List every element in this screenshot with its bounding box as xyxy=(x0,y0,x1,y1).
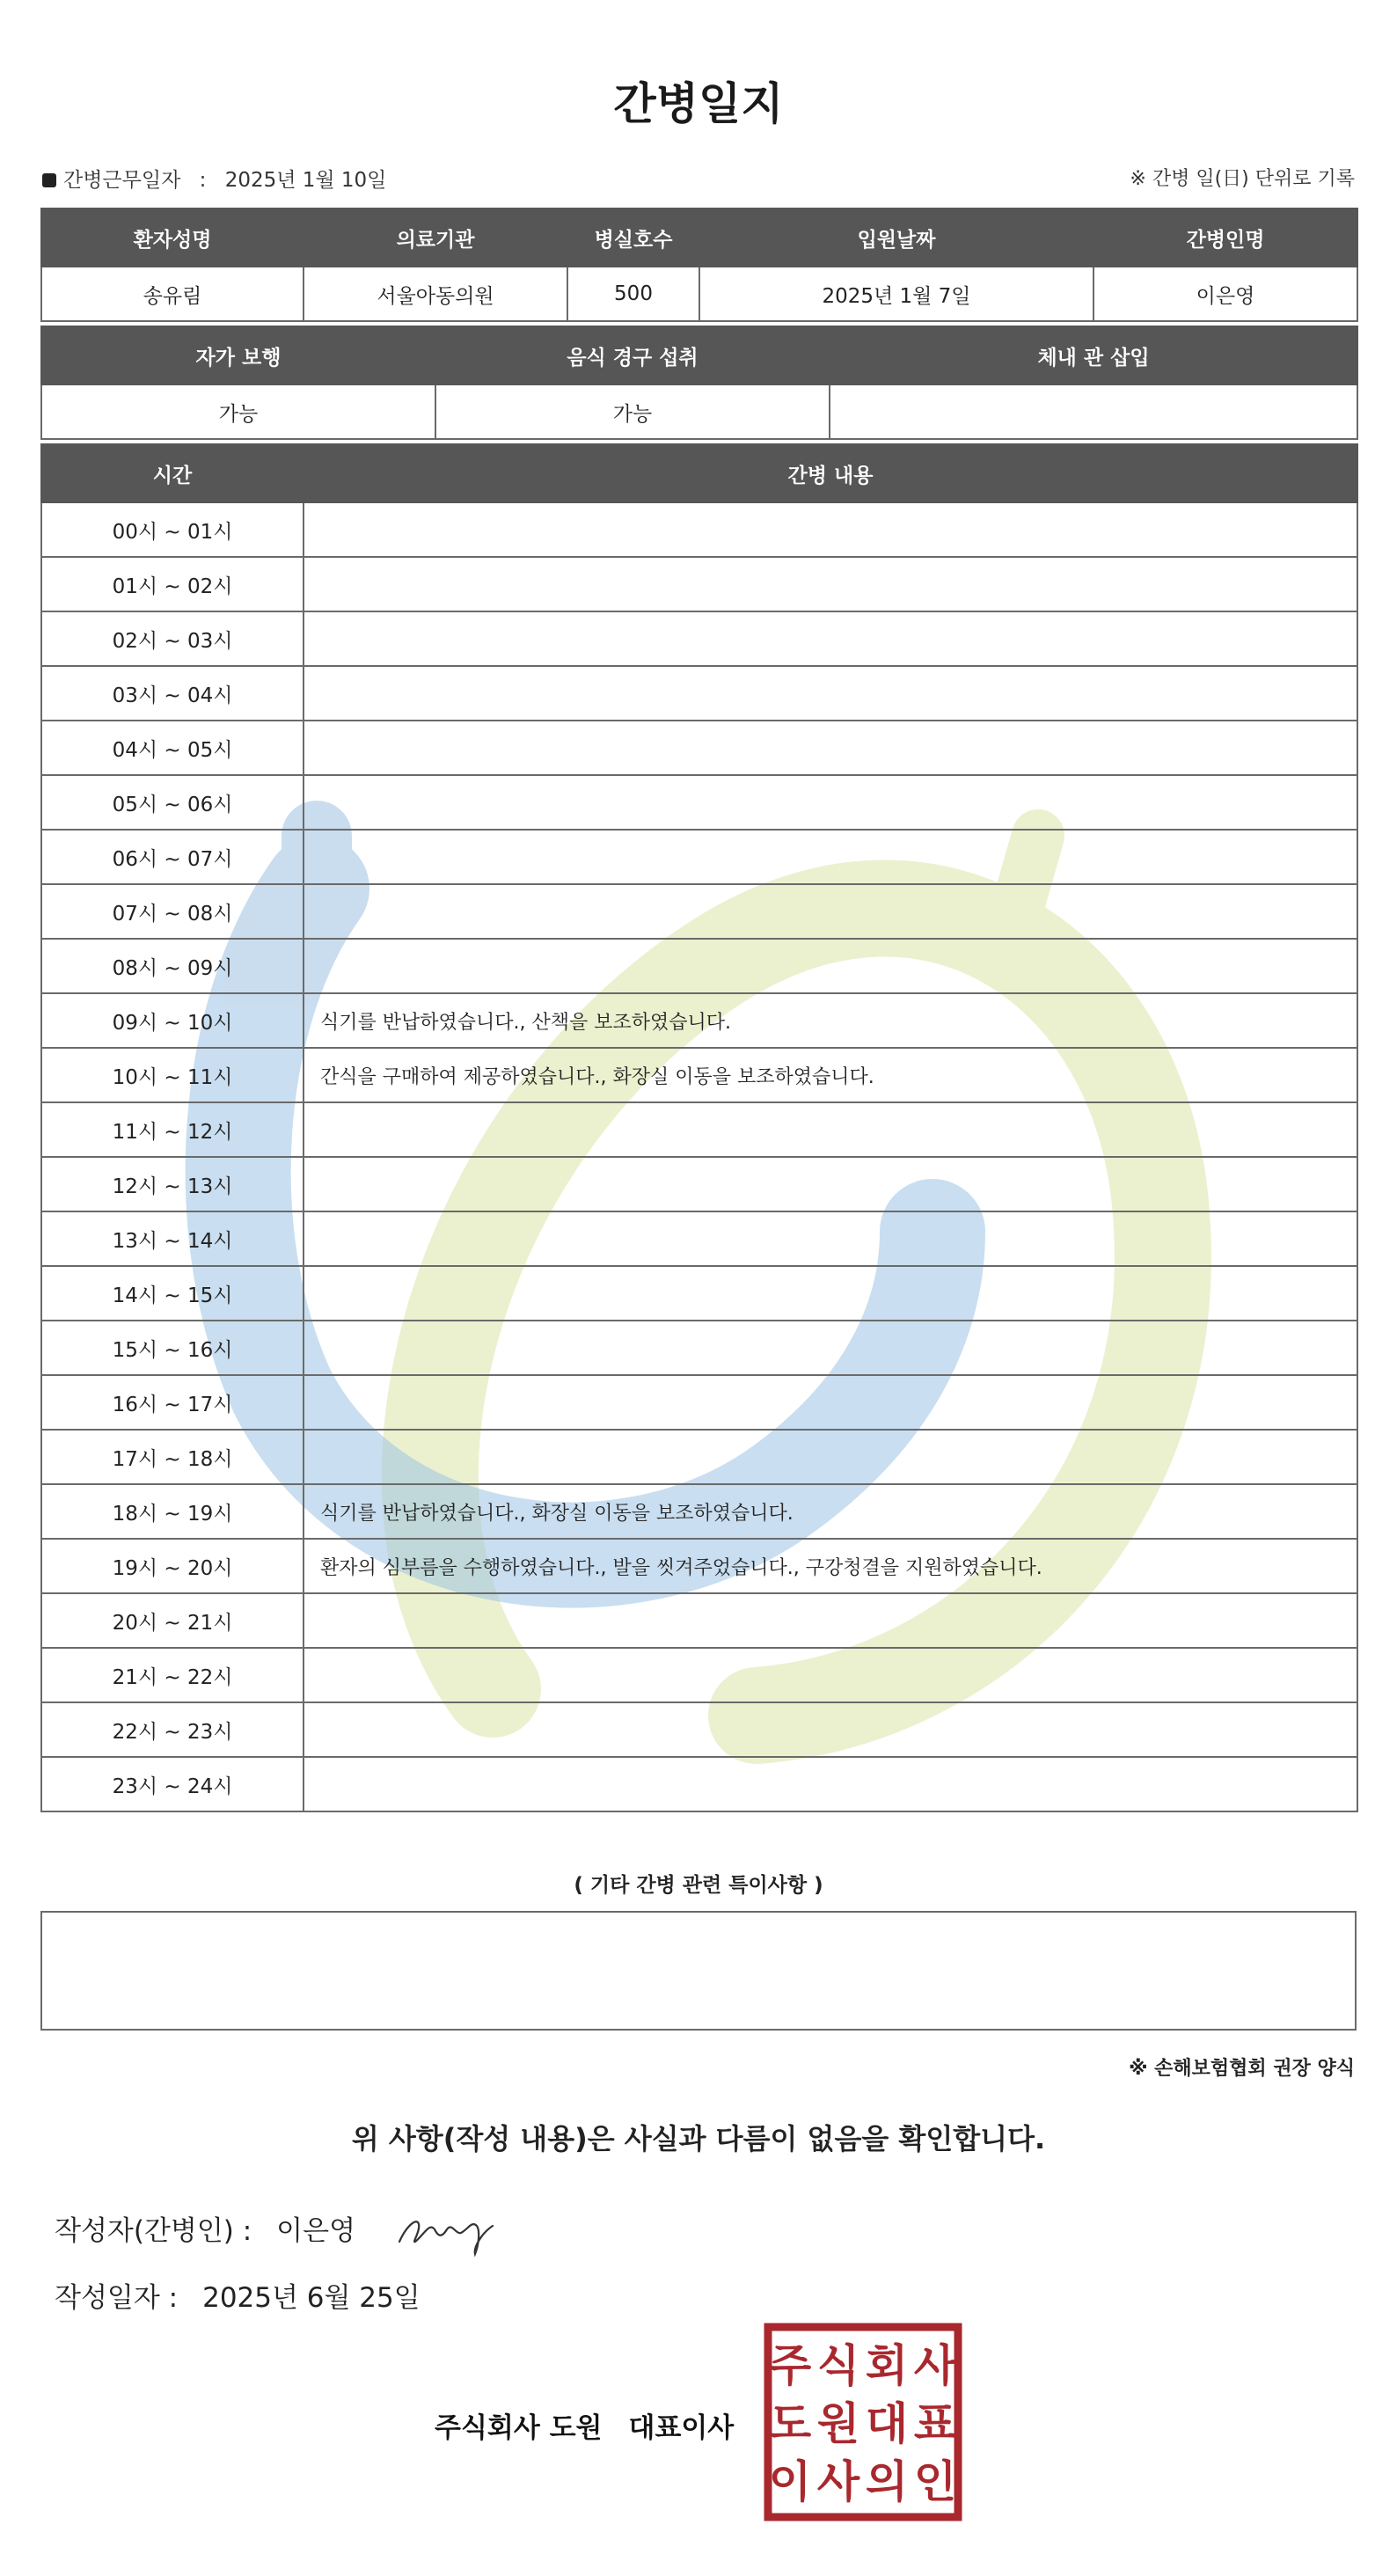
written-date-line xyxy=(55,2275,421,2315)
log-note xyxy=(304,775,1357,830)
log-row xyxy=(41,830,1357,884)
confirmation-statement: 위 사항(작성 내용)은 사실과 다름이 없음을 확인합니다. xyxy=(351,2122,1046,2155)
seal-character: 회 xyxy=(865,2340,909,2391)
log-row xyxy=(41,1048,1357,1102)
seal-character: 도 xyxy=(768,2398,812,2449)
seal-character: 인 xyxy=(913,2456,957,2507)
admission-date: 2025년 1월 7일 xyxy=(699,267,1093,321)
log-time: 20시 ~ 21시 xyxy=(41,1593,304,1648)
header-caregiver-name: 간병인명 xyxy=(1093,209,1357,267)
log-row xyxy=(41,1648,1357,1702)
header-care-content: 간병 내용 xyxy=(304,444,1357,502)
seal-character: 사 xyxy=(913,2340,957,2391)
patient-value-row xyxy=(41,267,1357,321)
log-time: 14시 ~ 15시 xyxy=(41,1266,304,1321)
log-note xyxy=(304,611,1357,666)
log-row xyxy=(41,1430,1357,1484)
page-title: 간병일지 xyxy=(613,78,784,129)
log-time: 11시 ~ 12시 xyxy=(41,1102,304,1157)
log-row xyxy=(41,666,1357,721)
header-self-walking: 자가 보행 xyxy=(41,326,435,384)
log-row xyxy=(41,1211,1357,1266)
work-date-value: 2025년 1월 10일 xyxy=(224,169,387,192)
company-name: 주식회사 도원 xyxy=(435,2412,603,2444)
log-time: 01시 ~ 02시 xyxy=(41,557,304,611)
log-note xyxy=(304,557,1357,611)
log-row xyxy=(41,939,1357,993)
log-time: 21시 ~ 22시 xyxy=(41,1648,304,1702)
header-patient-name: 환자성명 xyxy=(41,209,304,267)
log-row xyxy=(41,1757,1357,1811)
log-time: 23시 ~ 24시 xyxy=(41,1757,304,1811)
log-row xyxy=(41,1539,1357,1593)
log-note: 환자의 심부름을 수행하였습니다., 발을 씻겨주었습니다., 구강청결을 지원하였습니다. xyxy=(304,1539,1357,1593)
log-row xyxy=(41,1102,1357,1157)
log-time: 12시 ~ 13시 xyxy=(41,1157,304,1211)
log-time: 15시 ~ 16시 xyxy=(41,1321,304,1375)
patient-name: 송유림 xyxy=(41,267,304,321)
patient-header-row xyxy=(41,209,1357,267)
log-row xyxy=(41,1375,1357,1430)
bullet-square-icon xyxy=(42,173,56,187)
log-note xyxy=(304,1593,1357,1648)
special-notes-title: ( 기타 간병 관련 특이사항 ) xyxy=(574,1874,823,1897)
representative-title: 대표이사 xyxy=(628,2412,735,2444)
header-tube-insertion: 체내 관 삽입 xyxy=(830,326,1357,384)
log-time: 00시 ~ 01시 xyxy=(41,502,304,557)
log-time: 05시 ~ 06시 xyxy=(41,775,304,830)
room-number: 500 xyxy=(567,267,699,321)
hospital-name: 서울아동의원 xyxy=(304,267,567,321)
log-time: 13시 ~ 14시 xyxy=(41,1211,304,1266)
special-notes-box xyxy=(40,1911,1357,2031)
log-time: 03시 ~ 04시 xyxy=(41,666,304,721)
care-log-table xyxy=(40,443,1358,1812)
log-row xyxy=(41,884,1357,939)
log-note xyxy=(304,1266,1357,1321)
seal-character: 표 xyxy=(913,2398,957,2449)
seal-character: 대 xyxy=(865,2398,909,2449)
log-note xyxy=(304,1648,1357,1702)
log-note: 식기를 반납하였습니다., 산책을 보조하였습니다. xyxy=(304,993,1357,1048)
log-note xyxy=(304,939,1357,993)
seal-character: 원 xyxy=(816,2398,860,2449)
log-time: 02시 ~ 03시 xyxy=(41,611,304,666)
log-note xyxy=(304,1375,1357,1430)
log-time: 06시 ~ 07시 xyxy=(41,830,304,884)
log-note xyxy=(304,666,1357,721)
log-time: 08시 ~ 09시 xyxy=(41,939,304,993)
company-line xyxy=(435,2405,734,2445)
patient-info-table xyxy=(40,208,1358,322)
work-date-line xyxy=(42,164,386,193)
status-header-row xyxy=(41,326,1357,384)
log-note xyxy=(304,1321,1357,1375)
log-note: 식기를 반납하였습니다., 화장실 이동을 보조하였습니다. xyxy=(304,1484,1357,1539)
log-row xyxy=(41,1484,1357,1539)
seal-character: 이 xyxy=(768,2456,812,2507)
log-body xyxy=(41,502,1357,1811)
log-time: 04시 ~ 05시 xyxy=(41,721,304,775)
oral-intake-value: 가능 xyxy=(435,384,830,439)
log-note xyxy=(304,1430,1357,1484)
company-seal-stamp xyxy=(764,2323,962,2521)
header-room-number: 병실호수 xyxy=(567,209,699,267)
tube-insertion-value xyxy=(830,384,1357,439)
writer-name: 이은영 xyxy=(276,2215,356,2247)
log-row xyxy=(41,1321,1357,1375)
log-time: 10시 ~ 11시 xyxy=(41,1048,304,1102)
unit-note: ※ 간병 일(日) 단위로 기록 xyxy=(1130,168,1355,190)
log-time: 07시 ~ 08시 xyxy=(41,884,304,939)
log-note xyxy=(304,1211,1357,1266)
written-date-value: 2025년 6월 25일 xyxy=(202,2282,421,2314)
seal-character: 주 xyxy=(768,2340,812,2391)
log-time: 18시 ~ 19시 xyxy=(41,1484,304,1539)
header-admission-date: 입원날짜 xyxy=(699,209,1093,267)
log-row xyxy=(41,993,1357,1048)
log-time: 19시 ~ 20시 xyxy=(41,1539,304,1593)
log-row xyxy=(41,775,1357,830)
written-date-label: 작성일자 : xyxy=(55,2282,179,2314)
log-time: 17시 ~ 18시 xyxy=(41,1430,304,1484)
log-note xyxy=(304,721,1357,775)
log-note xyxy=(304,1757,1357,1811)
log-note xyxy=(304,1157,1357,1211)
header-hospital: 의료기관 xyxy=(304,209,567,267)
log-row xyxy=(41,721,1357,775)
log-row xyxy=(41,502,1357,557)
log-row xyxy=(41,557,1357,611)
log-row xyxy=(41,1593,1357,1648)
patient-status-table xyxy=(40,326,1358,440)
log-note xyxy=(304,830,1357,884)
log-row xyxy=(41,1157,1357,1211)
writer-line xyxy=(55,2208,355,2248)
self-walking-value: 가능 xyxy=(41,384,435,439)
log-time: 22시 ~ 23시 xyxy=(41,1702,304,1757)
log-note xyxy=(304,1702,1357,1757)
log-header-row xyxy=(41,444,1357,502)
header-oral-intake: 음식 경구 섭취 xyxy=(435,326,830,384)
header-time: 시간 xyxy=(41,444,304,502)
log-row xyxy=(41,611,1357,666)
seal-character: 식 xyxy=(816,2340,860,2391)
seal-character: 의 xyxy=(865,2456,909,2507)
log-row xyxy=(41,1266,1357,1321)
work-date-separator: : xyxy=(199,169,207,192)
recommend-note: ※ 손해보험협회 권장 양식 xyxy=(1129,2058,1355,2080)
writer-label: 작성자(간병인) : xyxy=(55,2215,252,2247)
log-note: 간식을 구매하여 제공하였습니다., 화장실 이동을 보조하였습니다. xyxy=(304,1048,1357,1102)
handwritten-signature xyxy=(394,2199,526,2261)
work-date-label: 간병근무일자 xyxy=(63,169,181,192)
log-time: 09시 ~ 10시 xyxy=(41,993,304,1048)
seal-character: 사 xyxy=(816,2456,860,2507)
log-note xyxy=(304,1102,1357,1157)
caregiver-name: 이은영 xyxy=(1093,267,1357,321)
log-row xyxy=(41,1702,1357,1757)
log-note xyxy=(304,884,1357,939)
status-value-row xyxy=(41,384,1357,439)
log-note xyxy=(304,502,1357,557)
log-time: 16시 ~ 17시 xyxy=(41,1375,304,1430)
